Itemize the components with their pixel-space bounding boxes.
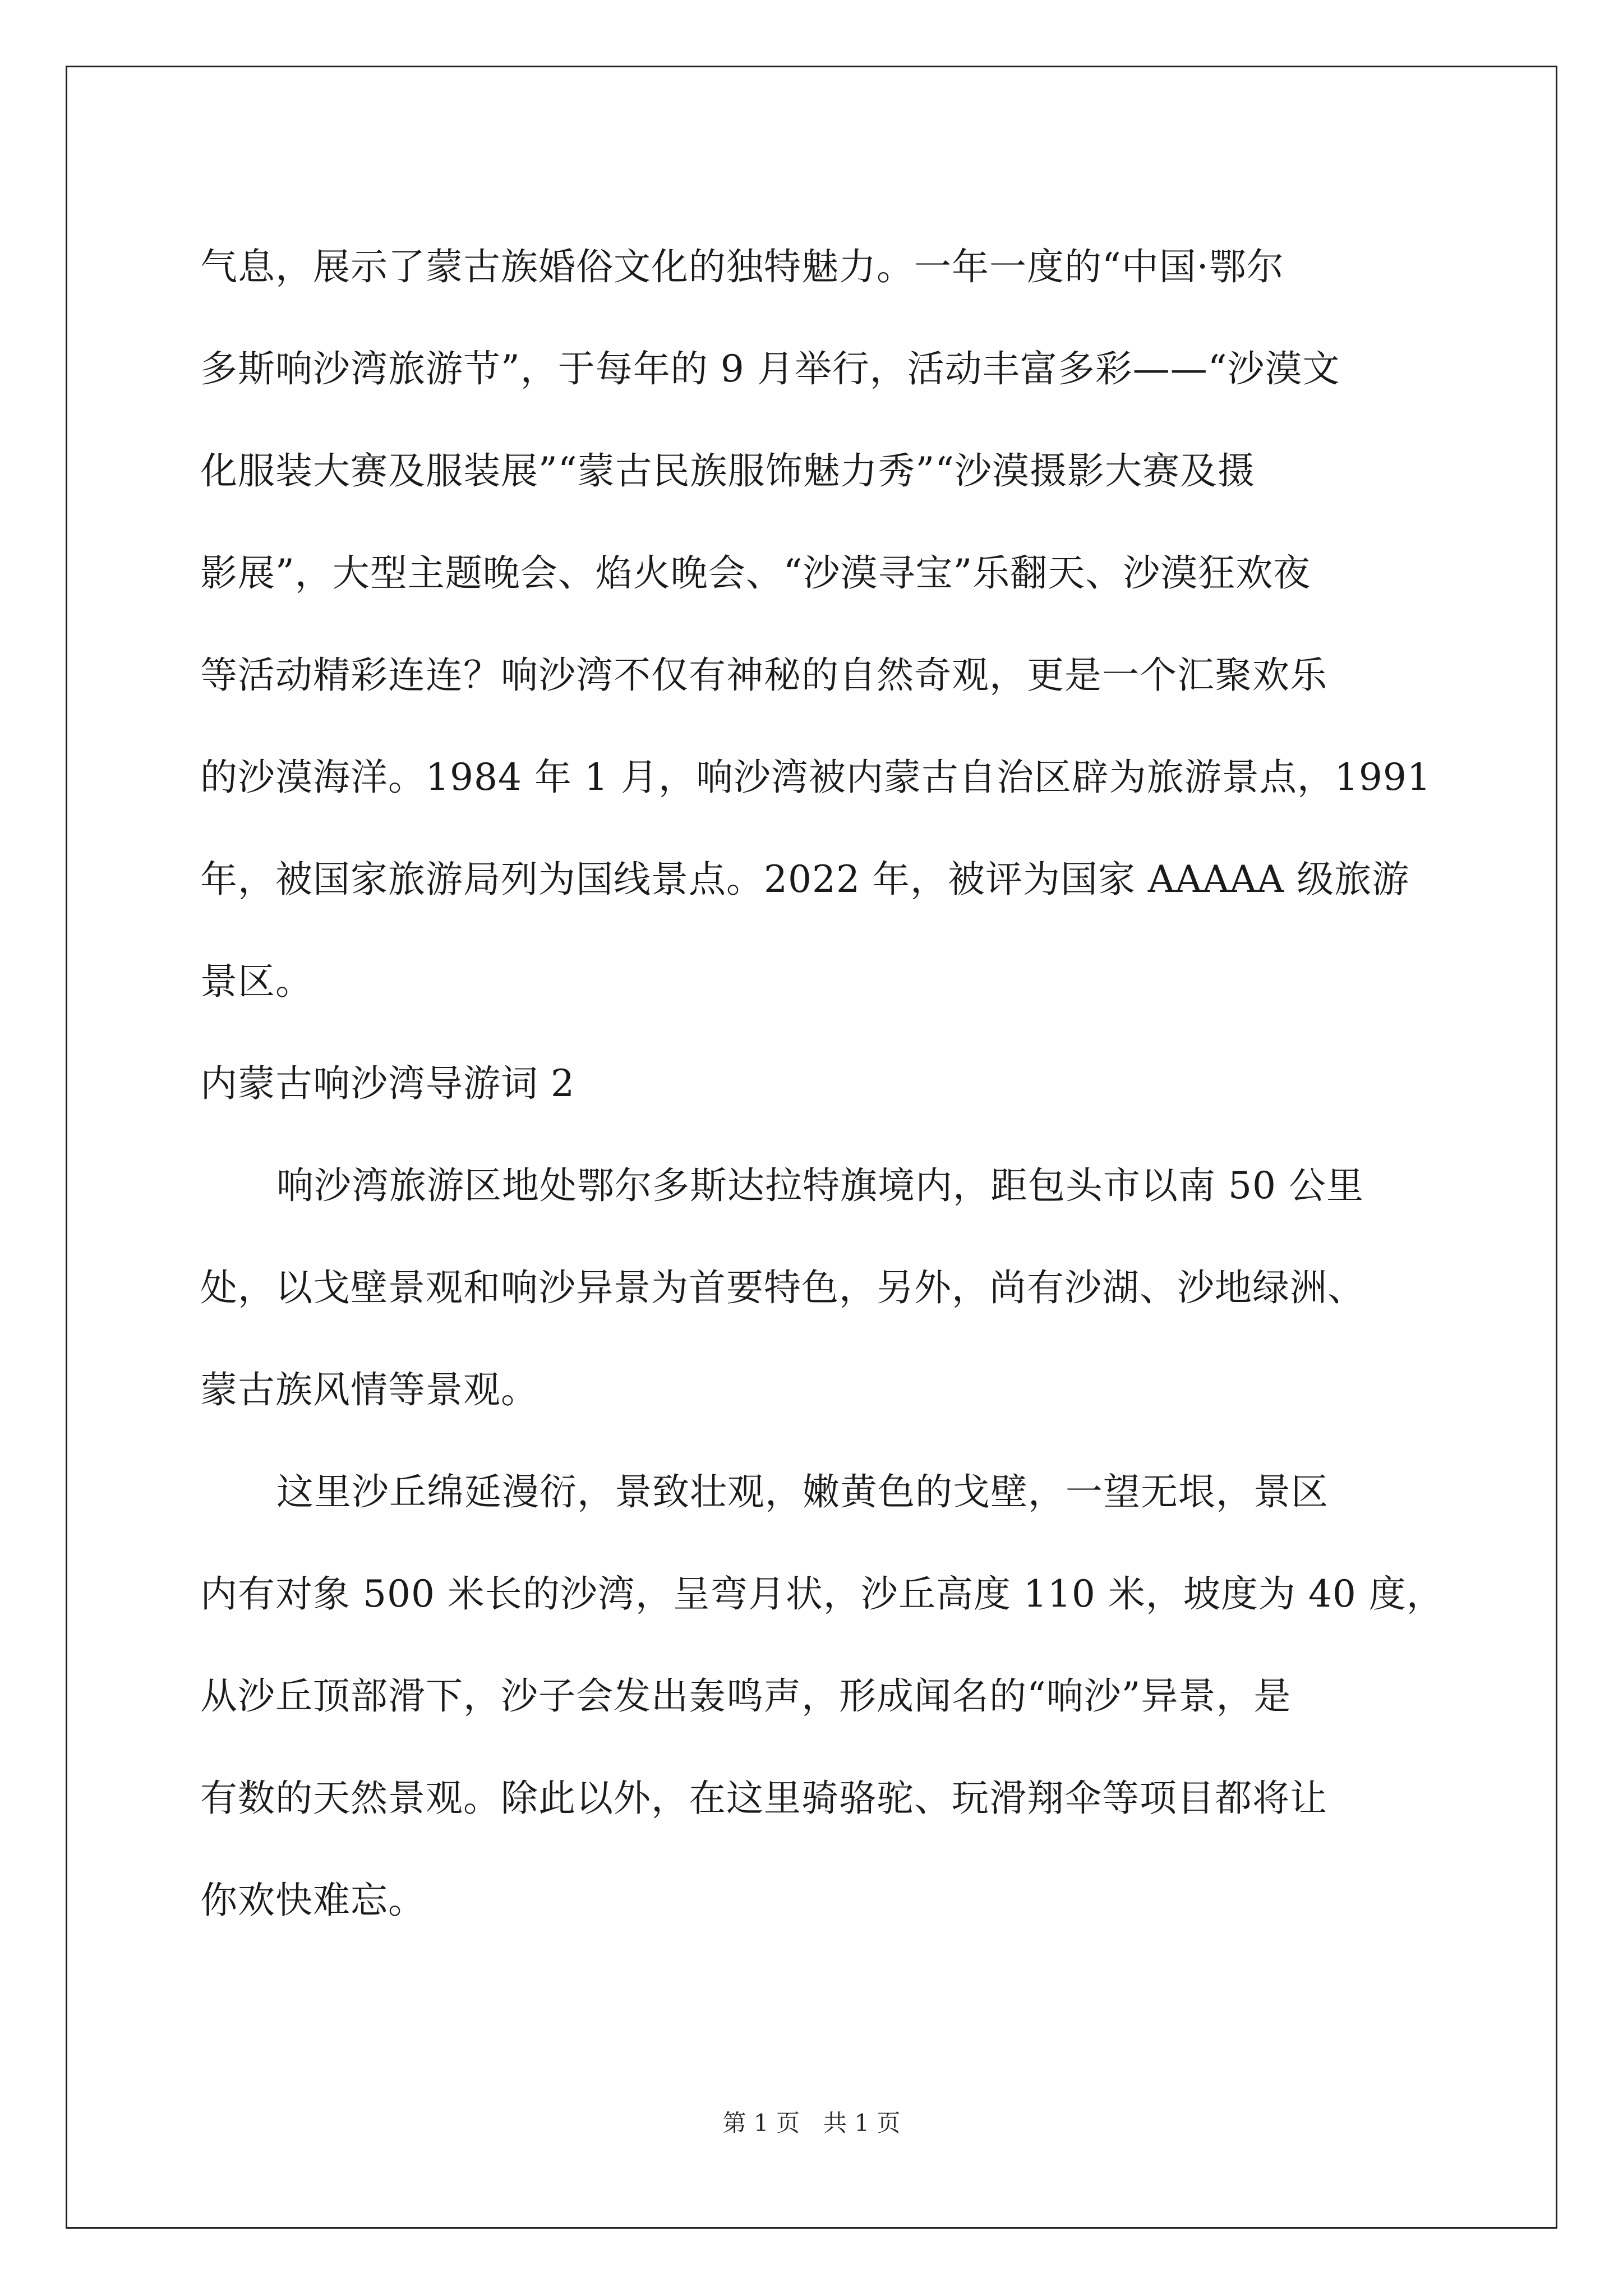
text-line: 多斯响沙湾旅游节”，于每年的 9 月举行，活动丰富多彩——“沙漠文: [200, 347, 1340, 390]
text-line: 的沙漠海洋。1984 年 1 月，响沙湾被内蒙古自治区辟为旅游景点，1991: [200, 756, 1431, 799]
text-line: 年，被国家旅游局列为国线景点。2022 年，被评为国家 AAAAA 级旅游: [200, 858, 1410, 901]
text-line: 响沙湾旅游区地处鄂尔多斯达拉特旗境内，距包头市以南 50 公里: [276, 1164, 1364, 1207]
paragraph-continuation: [200, 216, 1445, 1033]
text-line: 有数的天然景观。除此以外，在这里骑骆驼、玩滑翔伞等项目都将让: [200, 1777, 1327, 1820]
section-heading: 内蒙古响沙湾导游词 2: [200, 1062, 575, 1105]
text-line: 你欢快难忘。: [200, 1879, 426, 1922]
text-line: 这里沙丘绵延漫衍，景致壮观，嫩黄色的戈壁，一望无垠，景区: [276, 1470, 1329, 1513]
text-line: 景区。: [200, 960, 313, 1003]
paragraph-description: [200, 1441, 1445, 1952]
text-line: 内有对象 500 米长的沙湾，呈弯月状，沙丘高度 110 米，坡度为 40 度，: [200, 1572, 1444, 1616]
paragraph-location: [200, 1135, 1445, 1441]
text-line: 化服装大赛及服装展”“蒙古民族服饰魅力秀”“沙漠摄影大赛及摄: [200, 449, 1255, 493]
text-line: 从沙丘顶部滑下，沙子会发出轰鸣声，形成闻名的“响沙”异景，是: [200, 1674, 1292, 1718]
text-line: 处，以戈壁景观和响沙异景为首要特色，另外，尚有沙湖、沙地绿洲、: [200, 1266, 1365, 1309]
text-line: 蒙古族风情等景观。: [200, 1368, 538, 1411]
text-line: 气息，展示了蒙古族婚俗文化的独特魅力。一年一度的“中国·鄂尔: [200, 245, 1284, 288]
text-line: 等活动精彩连连？响沙湾不仅有神秘的自然奇观，更是一个汇聚欢乐: [200, 654, 1327, 697]
document-body: [200, 216, 1445, 1952]
text-line: 影展”，大型主题晚会、焰火晚会、“沙漠寻宝”乐翻天、沙漠狂欢夜: [200, 551, 1311, 595]
page-number: 第 1 页 共 1 页: [722, 2109, 901, 2137]
